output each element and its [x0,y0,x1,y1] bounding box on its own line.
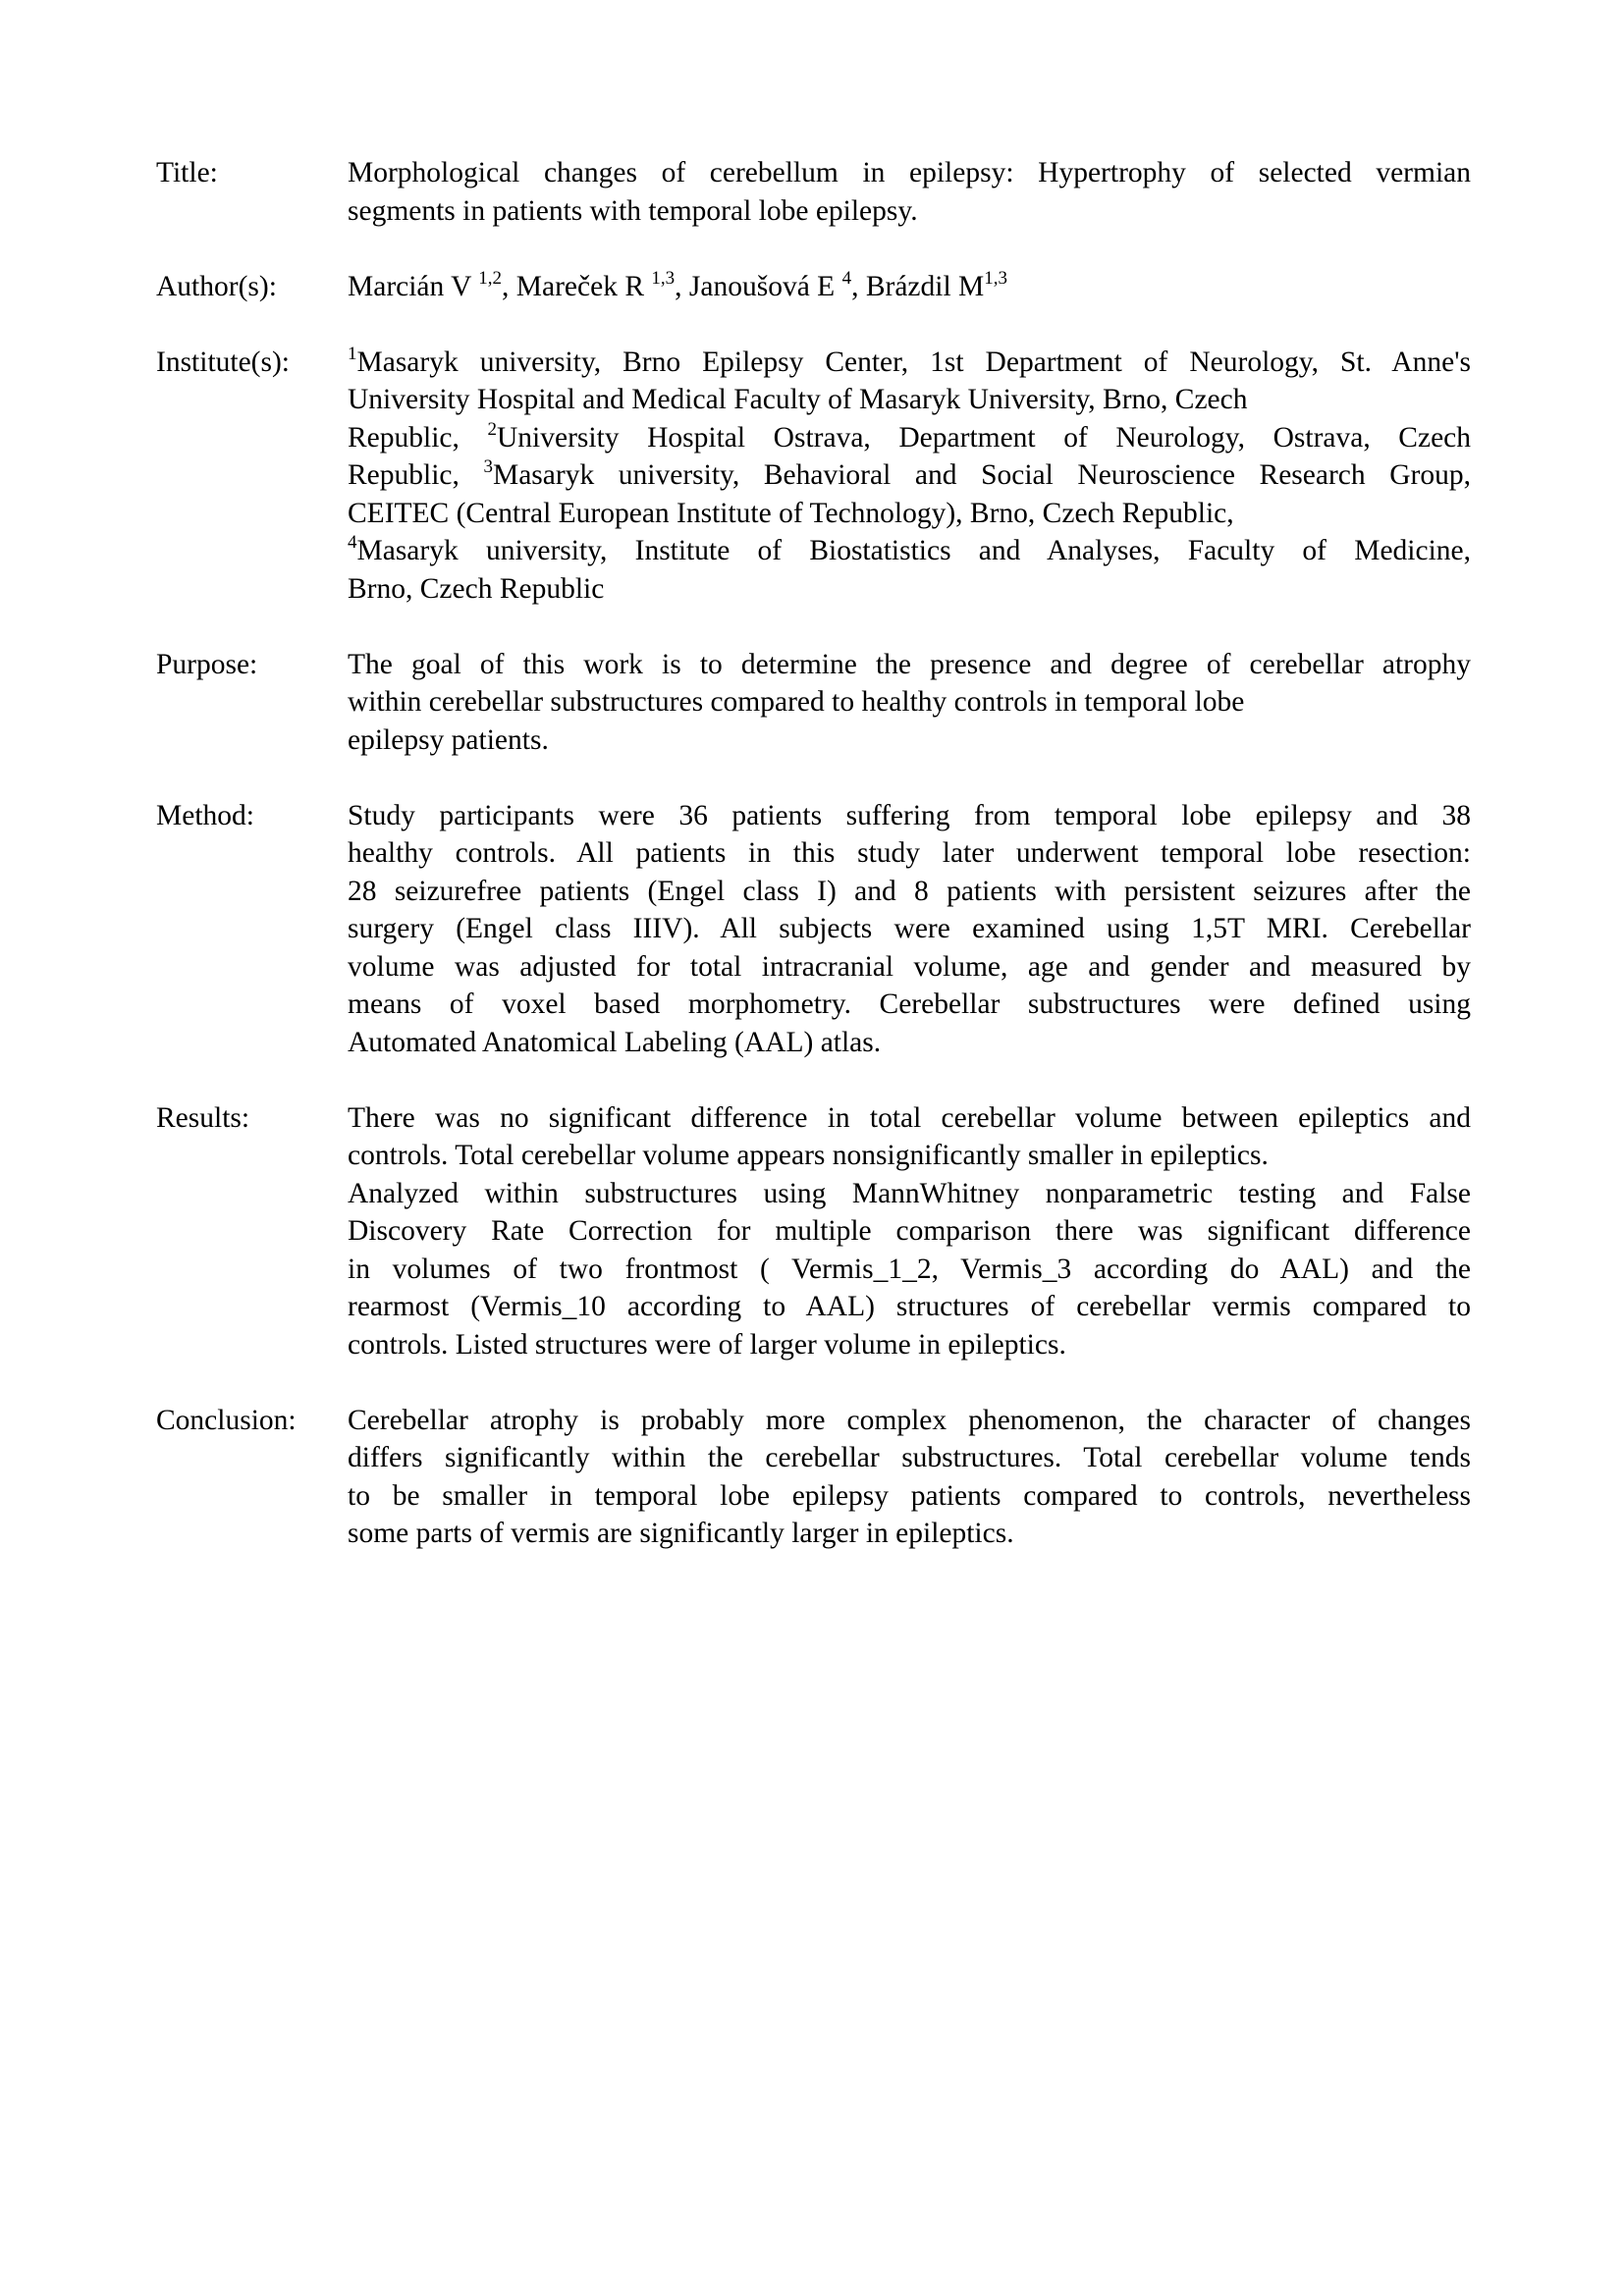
affiliation-marker: 4 [348,532,357,553]
authors-section [156,268,1471,306]
results-line: Discovery Rate Correction for multiple comparison there was significant difference [348,1215,1471,1247]
method-line: Study participants were 36 patients suffering from temporal lobe epilepsy and 38 [348,799,1471,831]
institute-text: Republic, [348,421,488,454]
results-line: rearmost (Vermis_10 according to AAL) structures of cerebellar vermis compared to [348,1291,1471,1322]
results-line: controls. Listed structures were of larger volume in epileptics. [348,1328,1066,1361]
institute-line [348,495,1471,533]
authors-line [348,268,1471,306]
institute-line [348,419,1471,457]
institutes-text [348,344,1471,609]
title-label: Title: [156,157,218,188]
institutes-label: Institute(s): [156,346,291,378]
author-affiliation: 1,3 [984,267,1007,289]
affiliation-marker: 2 [487,418,497,440]
authors-label: Author(s): [156,270,277,302]
institute-text: University Hospital Ostrava, Department of Neurology, Ostrava, Czech [496,421,1472,454]
institute-text: University Hospital and Medical Faculty of Masaryk University, Brno, Czech [348,384,1248,415]
method-line: volume was adjusted for total intracranial volume, age and gender and measured by [348,950,1471,983]
purpose-line: within cerebellar substructures compared to healthy controls in temporal lobe [348,686,1245,718]
purpose-line: epilepsy patients. [348,723,549,756]
author-separator: , [675,270,689,302]
method-line: Automated Anatomical Labeling (AAL) atlas. [348,1026,882,1058]
institute-text: Brno, Czech Republic [348,572,605,605]
method-line: healthy controls. All patients in this study later underwent temporal lobe resection: [348,837,1471,869]
institute-text: Republic, [348,459,484,491]
affiliation-marker: 3 [483,456,493,477]
results-section [156,1099,1471,1364]
institute-text: Masaryk university, Brno Epilepsy Center, 1st Department of Neurology, St. Anne's [356,346,1471,378]
purpose-label: Purpose: [156,648,258,680]
author-separator: , [502,270,516,302]
institute-text: Masaryk university, Institute of Biostatistics and Analyses, Faculty of Medicine, [356,535,1471,566]
author-affiliation: 1,3 [651,267,676,289]
title-section [156,154,1471,230]
results-line: controls. Total cerebellar volume appears nonsignificantly smaller in epileptics. [348,1140,1269,1171]
conclusion-label: Conclusion: [156,1404,297,1436]
title-text [348,154,1471,230]
author-affiliation: 4 [841,267,852,289]
institutes-section [156,344,1471,609]
institute-line [348,381,1471,419]
institute-line [348,532,1471,570]
institute-line [348,456,1471,495]
title-line: Morphological changes of cerebellum in epilepsy: Hypertrophy of selected vermian [348,157,1471,188]
method-section [156,797,1471,1062]
abstract-form [156,154,1471,1590]
purpose-line: The goal of this work is to determine the presence and degree of cerebellar atrophy [348,648,1471,680]
conclusion-text [348,1402,1471,1553]
conclusion-line: to be smaller in temporal lobe epilepsy patients compared to controls, nevertheless [348,1479,1471,1512]
purpose-section [156,646,1471,760]
conclusion-line: Cerebellar atrophy is probably more complex phenomenon, the character of changes [348,1404,1471,1436]
title-line: segments in patients with temporal lobe epilepsy. [348,194,918,227]
institute-line [348,570,1471,609]
method-line: 28 seizurefree patients (Engel class I) and 8 patients with persistent seizures after the [348,875,1471,907]
author-separator: , [851,270,866,302]
conclusion-line: some parts of vermis are significantly larger in epileptics. [348,1518,1014,1549]
authors-list [348,268,1471,306]
method-text [348,797,1471,1062]
affiliation-marker: 1 [348,343,357,364]
conclusion-line: differs significantly within the cerebellar substructures. Total cerebellar volume tends [348,1442,1471,1473]
purpose-text [348,646,1471,760]
results-text [348,1099,1471,1364]
institute-line [348,344,1471,382]
conclusion-section [156,1402,1471,1553]
author-name: Marcián V [348,270,479,302]
author-name: Janoušová E [688,270,842,302]
results-line: Analyzed within substructures using MannWhitney nonparametric testing and False [348,1177,1471,1209]
author-affiliation: 1,2 [478,267,503,289]
method-line: means of voxel based morphometry. Cerebellar substructures were defined using [348,988,1471,1020]
results-line: in volumes of two frontmost ( Vermis_1_2, Vermis_3 according do AAL) and the [348,1253,1471,1285]
institute-text: CEITEC (Central European Institute of Technology), Brno, Czech Republic, [348,497,1234,529]
institute-text: Masaryk university, Behavioral and Social Neuroscience Research Group, [492,459,1471,491]
method-label: Method: [156,799,254,831]
results-label: Results: [156,1101,250,1134]
author-name: Brázdil M [865,270,985,302]
author-name: Mareček R [515,270,652,302]
results-line: There was no significant difference in total cerebellar volume between epileptics and [348,1101,1471,1134]
method-line: surgery (Engel class IIIV). All subjects were examined using 1,5T MRI. Cerebellar [348,913,1471,944]
